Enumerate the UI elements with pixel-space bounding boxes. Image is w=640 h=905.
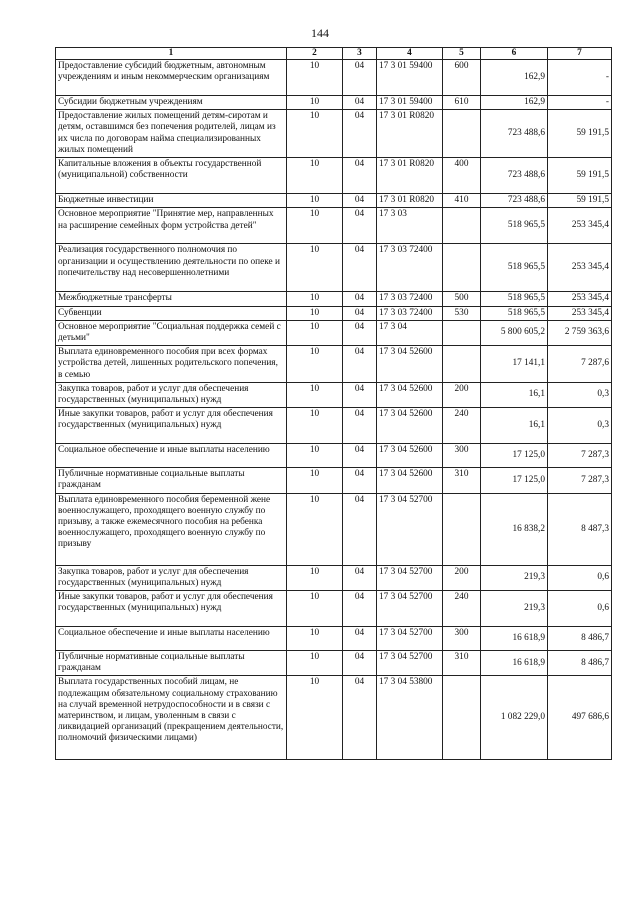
section-code: 10 bbox=[287, 194, 343, 208]
amount-col6: 518 965,5 bbox=[481, 208, 548, 244]
subsection-code: 04 bbox=[343, 591, 377, 627]
amount-col7: 59 191,5 bbox=[548, 194, 612, 208]
column-header: 5 bbox=[443, 48, 481, 60]
subsection-code: 04 bbox=[343, 96, 377, 110]
amount-col6: 16 838,2 bbox=[481, 493, 548, 565]
amount-col7: - bbox=[548, 96, 612, 110]
section-code: 10 bbox=[287, 591, 343, 627]
column-header: 1 bbox=[56, 48, 287, 60]
item-name: Предоставление субсидий бюджетным, автономным учреждениям и иным некоммерческим организациям bbox=[56, 60, 287, 96]
expense-type-code: 300 bbox=[443, 627, 481, 651]
expense-type-code: 410 bbox=[443, 194, 481, 208]
table-row bbox=[56, 60, 612, 96]
target-article-code: 17 3 04 52600 bbox=[377, 444, 443, 468]
amount-col7: 0,6 bbox=[548, 591, 612, 627]
expense-type-code bbox=[443, 110, 481, 158]
table-row bbox=[56, 320, 612, 345]
subsection-code: 04 bbox=[343, 408, 377, 444]
section-code: 10 bbox=[287, 565, 343, 590]
amount-col7: 0,3 bbox=[548, 382, 612, 407]
item-name: Субсидии бюджетным учреждениям bbox=[56, 96, 287, 110]
table-row bbox=[56, 493, 612, 565]
column-header: 3 bbox=[343, 48, 377, 60]
amount-col7: 8 487,3 bbox=[548, 493, 612, 565]
item-name: Закупка товаров, работ и услуг для обеспечения государственных (муниципальных) нужд bbox=[56, 565, 287, 590]
subsection-code: 04 bbox=[343, 158, 377, 194]
expense-type-code bbox=[443, 208, 481, 244]
item-name: Иные закупки товаров, работ и услуг для обеспечения государственных (муниципальных) нужд bbox=[56, 408, 287, 444]
amount-col7: 7 287,3 bbox=[548, 444, 612, 468]
expense-type-code: 310 bbox=[443, 468, 481, 493]
section-code: 10 bbox=[287, 292, 343, 306]
subsection-code: 04 bbox=[343, 110, 377, 158]
amount-col6: 518 965,5 bbox=[481, 292, 548, 306]
target-article-code: 17 3 04 52700 bbox=[377, 591, 443, 627]
section-code: 10 bbox=[287, 244, 343, 292]
section-code: 10 bbox=[287, 96, 343, 110]
item-name: Субвенции bbox=[56, 306, 287, 320]
expense-type-code bbox=[443, 346, 481, 383]
item-name: Выплата единовременного пособия при всех формах устройства детей, лишенных родительского попечения, в семью bbox=[56, 346, 287, 383]
expense-type-code bbox=[443, 320, 481, 345]
table-row bbox=[56, 306, 612, 320]
expense-type-code: 200 bbox=[443, 382, 481, 407]
amount-col6: 17 125,0 bbox=[481, 444, 548, 468]
target-article-code: 17 3 01 R0820 bbox=[377, 110, 443, 158]
expense-type-code: 400 bbox=[443, 158, 481, 194]
expense-type-code: 300 bbox=[443, 444, 481, 468]
target-article-code: 17 3 01 R0820 bbox=[377, 158, 443, 194]
subsection-code: 04 bbox=[343, 565, 377, 590]
table-row bbox=[56, 244, 612, 292]
section-code: 10 bbox=[287, 60, 343, 96]
item-name: Межбюджетные трансферты bbox=[56, 292, 287, 306]
amount-col6: 162,9 bbox=[481, 96, 548, 110]
table-row bbox=[56, 591, 612, 627]
item-name: Капитальные вложения в объекты государственной (муниципальной) собственности bbox=[56, 158, 287, 194]
expense-type-code: 530 bbox=[443, 306, 481, 320]
subsection-code: 04 bbox=[343, 651, 377, 676]
amount-col7: 253 345,4 bbox=[548, 292, 612, 306]
expense-type-code bbox=[443, 676, 481, 760]
item-name: Предоставление жилых помещений детям-сиротам и детям, оставшимся без попечения родителей, лицам из их числа по договорам найма специализированных жилых помещений bbox=[56, 110, 287, 158]
item-name: Реализация государственного полномочия по организации и осуществлению деятельности по опеке и попечительству над несовершеннолетними bbox=[56, 244, 287, 292]
table-row bbox=[56, 651, 612, 676]
amount-col7: 253 345,4 bbox=[548, 208, 612, 244]
section-code: 10 bbox=[287, 444, 343, 468]
amount-col7: 7 287,6 bbox=[548, 346, 612, 383]
table-row bbox=[56, 627, 612, 651]
table-row bbox=[56, 382, 612, 407]
target-article-code: 17 3 03 72400 bbox=[377, 292, 443, 306]
amount-col6: 1 082 229,0 bbox=[481, 676, 548, 760]
item-name: Закупка товаров, работ и услуг для обеспечения государственных (муниципальных) нужд bbox=[56, 382, 287, 407]
table-row bbox=[56, 468, 612, 493]
item-name: Публичные нормативные социальные выплаты гражданам bbox=[56, 651, 287, 676]
section-code: 10 bbox=[287, 651, 343, 676]
amount-col6: 219,3 bbox=[481, 565, 548, 590]
target-article-code: 17 3 04 52600 bbox=[377, 408, 443, 444]
column-header: 4 bbox=[377, 48, 443, 60]
subsection-code: 04 bbox=[343, 627, 377, 651]
amount-col7: 8 486,7 bbox=[548, 627, 612, 651]
table-row bbox=[56, 444, 612, 468]
amount-col7: 59 191,5 bbox=[548, 158, 612, 194]
expense-type-code: 310 bbox=[443, 651, 481, 676]
budget-table bbox=[55, 47, 612, 760]
expense-type-code: 500 bbox=[443, 292, 481, 306]
item-name: Выплата единовременного пособия беременной жене военнослужащего, проходящего военную службу по призыву, а также ежемесячного пособия на ребенка военнослужащего, проходящего военную службу по призыву bbox=[56, 493, 287, 565]
target-article-code: 17 3 03 72400 bbox=[377, 244, 443, 292]
amount-col6: 518 965,5 bbox=[481, 244, 548, 292]
target-article-code: 17 3 01 59400 bbox=[377, 60, 443, 96]
subsection-code: 04 bbox=[343, 208, 377, 244]
target-article-code: 17 3 01 59400 bbox=[377, 96, 443, 110]
expense-type-code: 240 bbox=[443, 591, 481, 627]
subsection-code: 04 bbox=[343, 346, 377, 383]
subsection-code: 04 bbox=[343, 244, 377, 292]
item-name: Основное мероприятие "Принятие мер, направленных на расширение семейных форм устройства детей" bbox=[56, 208, 287, 244]
table-row bbox=[56, 96, 612, 110]
subsection-code: 04 bbox=[343, 292, 377, 306]
target-article-code: 17 3 04 52700 bbox=[377, 493, 443, 565]
section-code: 10 bbox=[287, 676, 343, 760]
column-header: 7 bbox=[548, 48, 612, 60]
target-article-code: 17 3 04 52600 bbox=[377, 468, 443, 493]
section-code: 10 bbox=[287, 320, 343, 345]
expense-type-code: 200 bbox=[443, 565, 481, 590]
subsection-code: 04 bbox=[343, 493, 377, 565]
target-article-code: 17 3 04 bbox=[377, 320, 443, 345]
target-article-code: 17 3 04 52700 bbox=[377, 627, 443, 651]
target-article-code: 17 3 04 52700 bbox=[377, 651, 443, 676]
subsection-code: 04 bbox=[343, 194, 377, 208]
item-name: Публичные нормативные социальные выплаты гражданам bbox=[56, 468, 287, 493]
amount-col6: 16 618,9 bbox=[481, 651, 548, 676]
item-name: Выплата государственных пособий лицам, не подлежащим обязательному социальному страхованию на случай временной нетрудоспособности и в связи с материнством, и лицам, уволенным в связи с ликвидацией организаций (прекращением деятельности, полномочий физическими лицами) bbox=[56, 676, 287, 760]
item-name: Социальное обеспечение и иные выплаты населению bbox=[56, 444, 287, 468]
amount-col7: 497 686,6 bbox=[548, 676, 612, 760]
column-header: 2 bbox=[287, 48, 343, 60]
subsection-code: 04 bbox=[343, 444, 377, 468]
section-code: 10 bbox=[287, 382, 343, 407]
amount-col7: 59 191,5 bbox=[548, 110, 612, 158]
target-article-code: 17 3 04 52700 bbox=[377, 565, 443, 590]
page-number: 144 bbox=[311, 26, 329, 40]
expense-type-code bbox=[443, 493, 481, 565]
table-header-row bbox=[56, 48, 612, 60]
subsection-code: 04 bbox=[343, 382, 377, 407]
amount-col6: 723 488,6 bbox=[481, 110, 548, 158]
table-row bbox=[56, 292, 612, 306]
section-code: 10 bbox=[287, 110, 343, 158]
amount-col7: 2 759 363,6 bbox=[548, 320, 612, 345]
item-name: Основное мероприятие "Социальная поддержка семей с детьми" bbox=[56, 320, 287, 345]
target-article-code: 17 3 04 52600 bbox=[377, 382, 443, 407]
target-article-code: 17 3 03 72400 bbox=[377, 306, 443, 320]
expense-type-code bbox=[443, 244, 481, 292]
subsection-code: 04 bbox=[343, 306, 377, 320]
section-code: 10 bbox=[287, 627, 343, 651]
expense-type-code: 600 bbox=[443, 60, 481, 96]
section-code: 10 bbox=[287, 208, 343, 244]
expense-type-code: 610 bbox=[443, 96, 481, 110]
amount-col6: 17 141,1 bbox=[481, 346, 548, 383]
amount-col6: 518 965,5 bbox=[481, 306, 548, 320]
amount-col6: 17 125,0 bbox=[481, 468, 548, 493]
amount-col6: 219,3 bbox=[481, 591, 548, 627]
section-code: 10 bbox=[287, 346, 343, 383]
column-header: 6 bbox=[481, 48, 548, 60]
expense-type-code: 240 bbox=[443, 408, 481, 444]
subsection-code: 04 bbox=[343, 468, 377, 493]
section-code: 10 bbox=[287, 408, 343, 444]
amount-col6: 16,1 bbox=[481, 408, 548, 444]
section-code: 10 bbox=[287, 493, 343, 565]
item-name: Социальное обеспечение и иные выплаты населению bbox=[56, 627, 287, 651]
table-row bbox=[56, 158, 612, 194]
section-code: 10 bbox=[287, 158, 343, 194]
section-code: 10 bbox=[287, 468, 343, 493]
amount-col6: 16,1 bbox=[481, 382, 548, 407]
amount-col7: 0,6 bbox=[548, 565, 612, 590]
amount-col7: 253 345,4 bbox=[548, 306, 612, 320]
target-article-code: 17 3 04 52600 bbox=[377, 346, 443, 383]
amount-col7: 253 345,4 bbox=[548, 244, 612, 292]
target-article-code: 17 3 04 53800 bbox=[377, 676, 443, 760]
section-code: 10 bbox=[287, 306, 343, 320]
amount-col6: 162,9 bbox=[481, 60, 548, 96]
amount-col7: 0,3 bbox=[548, 408, 612, 444]
table-row bbox=[56, 346, 612, 383]
table-row bbox=[56, 408, 612, 444]
item-name: Иные закупки товаров, работ и услуг для обеспечения государственных (муниципальных) нужд bbox=[56, 591, 287, 627]
table-row bbox=[56, 565, 612, 590]
amount-col6: 723 488,6 bbox=[481, 158, 548, 194]
target-article-code: 17 3 03 bbox=[377, 208, 443, 244]
amount-col7: 8 486,7 bbox=[548, 651, 612, 676]
item-name: Бюджетные инвестиции bbox=[56, 194, 287, 208]
subsection-code: 04 bbox=[343, 676, 377, 760]
subsection-code: 04 bbox=[343, 60, 377, 96]
amount-col6: 723 488,6 bbox=[481, 194, 548, 208]
table-row bbox=[56, 676, 612, 760]
subsection-code: 04 bbox=[343, 320, 377, 345]
amount-col6: 16 618,9 bbox=[481, 627, 548, 651]
table-row bbox=[56, 194, 612, 208]
amount-col6: 5 800 605,2 bbox=[481, 320, 548, 345]
target-article-code: 17 3 01 R0820 bbox=[377, 194, 443, 208]
table-row bbox=[56, 110, 612, 158]
table-row bbox=[56, 208, 612, 244]
amount-col7: - bbox=[548, 60, 612, 96]
amount-col7: 7 287,3 bbox=[548, 468, 612, 493]
